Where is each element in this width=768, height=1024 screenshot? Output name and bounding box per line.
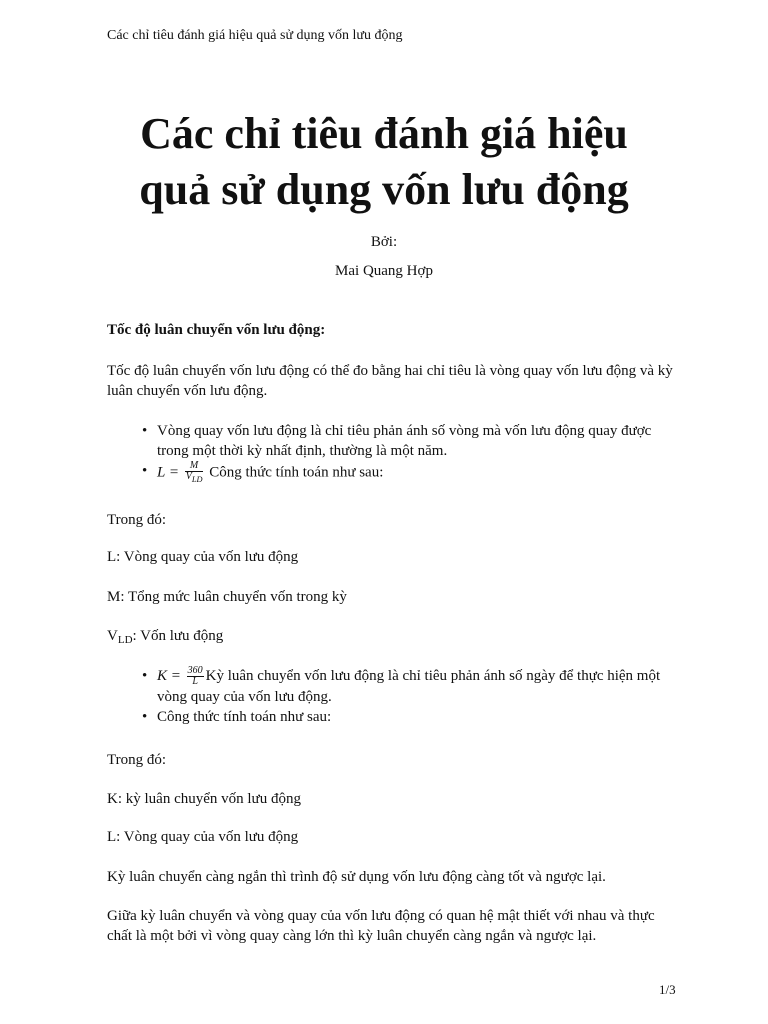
bullet-list-1	[107, 421, 682, 485]
bullet-text: Công thức tính toán như sau:	[157, 709, 332, 726]
definition-k: K: kỳ luân chuyển vốn lưu động	[107, 791, 301, 807]
formula-lhs: K =	[157, 668, 181, 684]
bullet-list-2	[107, 666, 682, 727]
fraction-numerator: M	[185, 461, 204, 472]
where-label: Trong đó:	[107, 752, 167, 768]
definition-l: L: Vòng quay của vốn lưu động	[107, 829, 299, 845]
list-item	[107, 666, 682, 707]
bullet-text: Công thức tính toán như sau:	[205, 464, 384, 481]
fraction-numerator: 360	[187, 665, 203, 677]
bullet-text: Kỳ luân chuyển vốn lưu động là chỉ tiêu phản ánh số ngày để thực hiện một vòng quay của vốn lưu động.	[157, 668, 661, 706]
fraction-denominator: L	[192, 676, 198, 688]
definition-l: L: Vòng quay của vốn lưu động	[107, 549, 299, 565]
page-number: 1/3	[659, 982, 676, 997]
intro-paragraph: Tốc độ luân chuyển vốn lưu động có thể đo bằng hai chỉ tiêu là vòng quay vốn lưu động và kỳ luân chuyển vốn lưu động.	[107, 363, 673, 399]
section-heading: Tốc độ luân chuyển vốn lưu động:	[107, 322, 326, 338]
list-item	[107, 461, 682, 485]
fraction-denominator: $V_{LD}$	[185, 471, 203, 484]
paragraph-relation: Giữa kỳ luân chuyển và vòng quay của vốn lưu động có quan hệ mật thiết với nhau và thực chất là một bởi vì vòng quay càng lớn thì kỳ luân chuyển càng ngắn và ngược lại.	[107, 908, 655, 944]
list-item	[107, 707, 682, 727]
title-line-1: Các chỉ tiêu đánh giá hiệu	[140, 109, 628, 158]
formula-fraction	[187, 666, 204, 687]
paragraph-short-cycle: Kỳ luân chuyển càng ngắn thì trình độ sử dụng vốn lưu động càng tốt và ngược lại.	[107, 869, 606, 885]
list-item	[107, 421, 682, 461]
definition-v: $V_{LD}$: Vốn lưu động	[107, 628, 224, 646]
byline-label: Bởi:	[370, 234, 398, 250]
formula-fraction	[185, 461, 204, 485]
bullet-text: Vòng quay vốn lưu động là chỉ tiêu phản ánh số vòng mà vốn lưu động quay được trong một thời kỳ nhất định, thường là một năm.	[157, 423, 652, 459]
title-line-2: quả sử dụng vốn lưu động	[139, 165, 629, 214]
running-header: Các chỉ tiêu đánh giá hiệu quả sử dụng vốn lưu động	[107, 28, 403, 43]
definition-m: M: Tổng mức luân chuyển vốn trong kỳ	[107, 589, 347, 605]
document-title	[0, 106, 768, 218]
author-name: Mai Quang Hợp	[335, 263, 433, 279]
formula-lhs: L =	[157, 464, 179, 481]
where-label: Trong đó:	[107, 512, 167, 528]
